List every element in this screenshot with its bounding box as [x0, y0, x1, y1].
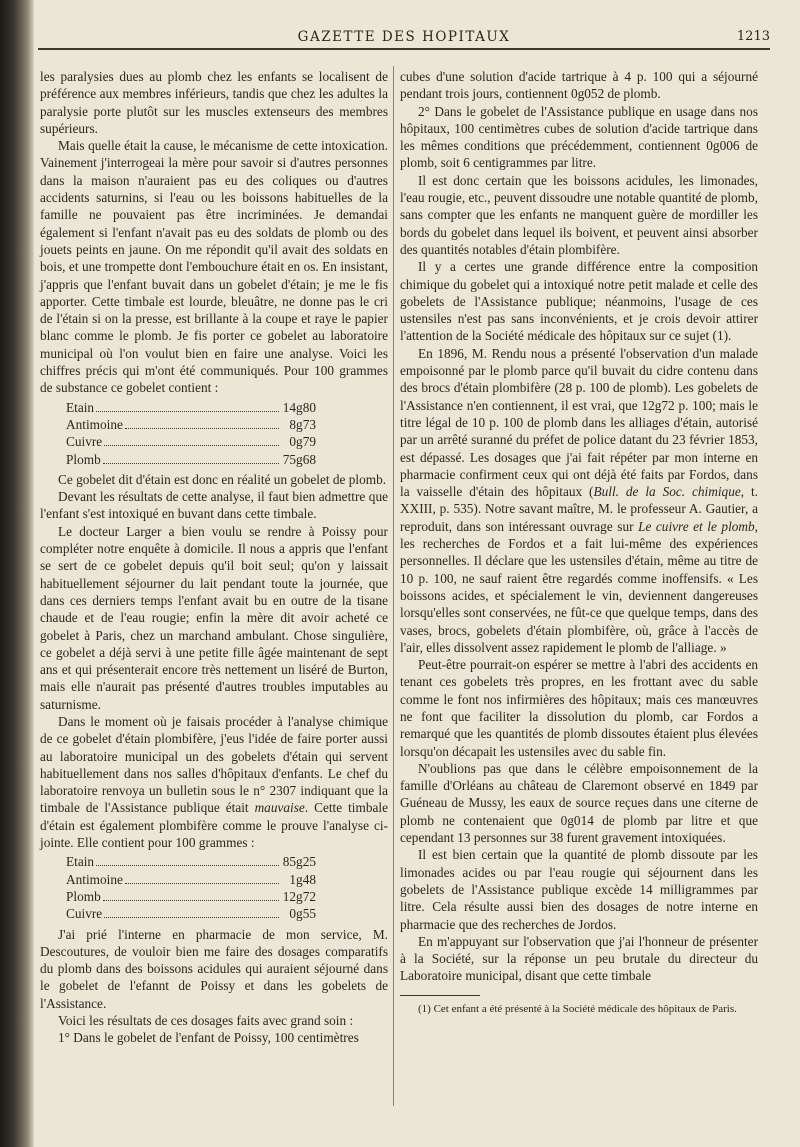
table-row [66, 888, 316, 905]
paragraph: N'oublions pas que dans le célèbre empoisonnement de la famille d'Orléans au château de Claremont observé en 1849 par Guéneau de Mussy, les eaux de source reçues dans une citerne de plomb ne contenaient que 0g014 de plomb par litre et que cependant 13 personnes sur 38 furent gravement intoxiquées. [400, 760, 758, 846]
column-divider [393, 66, 394, 1106]
table-row [66, 451, 316, 468]
element-name: Plomb [66, 888, 101, 904]
table-row [66, 853, 316, 870]
paragraph: Il est bien certain que la quantité de plomb dissoute par les limonades acides ou par l'eau rougie qui séjournent dans les gobelets de l'Assistance publique excède 14 milligrammes par litre. Cela résulte aussi bien des dosages de notre interne en pharmacie que des recherches de Jordos. [400, 847, 758, 932]
element-name: Etain [66, 399, 95, 415]
table-row [66, 399, 316, 416]
paragraph: En m'appuyant sur l'observation que j'ai l'honneur de présenter à la Société, sur la réponse un peu brutale du directeur du Laboratoire municipal, disant que cette timbale [400, 933, 758, 984]
book-binding-edge [0, 0, 34, 1147]
element-name: Cuivre [66, 906, 103, 922]
paragraph: Dans le moment où je faisais procéder à l'analyse chimique de ce gobelet d'étain plombifère, j'eus l'idée de faire porter aussi au laboratoire municipal un des gobelets d'étain qui servent habituellement dans nos salles d'hôpitaux d'enfants. Le chef du laboratoire renvoya un bulletin sous le n° 2307 indiquant que la timbale de l'Assistance publique était mauvaise. Cette timbale d'étain est également plombifère comme le prouve l'analyse ci-jointe. Elle contient pour 100 grammes : [40, 713, 388, 851]
paragraph: Mais quelle était la cause, le mécanisme de cette intoxication. Vainement j'interrogeai la mère pour savoir si d'autres personnes dans la maison n'auraient pas eu des coliques ou d'autres accidents saturnins, si l'eau ou les boissons habituelles de la famille ne pouvaient pas être incriminées. Je demandai également si l'enfant n'avait pas eu des soldats de plomb ou des jouets peints en jaune. On me répondit qu'il avait des soldats en bois, et une trompette dont l'embouchure était en os. En insistant, j'appris que l'enfant buvait dans un gobelet d'étain; je me le fis apporter. Cette timbale est lourde, bleuâtre, ne donne pas le cri de l'étain si on la presse, est brillante à la coupe et raye le papier blanc comme le plomb. Je fis porter ce gobelet au laboratoire municipal où l'on voulut bien en faire une analyse. Voici les chiffres précis qui m'ont été communiqués. Pour 100 grammes de substance ce gobelet contient : [40, 138, 388, 396]
table-row [66, 433, 316, 450]
paragraph: Le docteur Larger a bien voulu se rendre à Poissy pour compléter notre enquête à domicile. Il nous a appris que l'enfant se sert de ce gobelet depuis qu'il boit seul; qu'on y laissait habituellement séjourner du lait pendant toute la journée, que dans ces derniers temps l'enfant avait bu en outre de la tisane chaude et de l'eau rougie; enfin la mère dit avoir acheté ce gobelet à Paris, chez un marchand ambulant. Chose singulière, ce gobelet a déjà servi à une petite fille âgée maintenant de sept ans et qui présenterait encore très nettement un liséré de Burton, mais elle n'aurait pas présenté d'autres troubles imputables au saturnisme. [40, 523, 388, 712]
paragraph: Il est donc certain que les boissons acidules, les limonades, l'eau rougie, etc., peuvent dissoudre une notable quantité de plomb, sans compter que les enfants ne manquent guère de mordiller les bords du gobelet dans lequel ils boivent, et peuvent ainsi absorber des quantités notables d'étain plombifère. [400, 172, 758, 257]
element-value: 14g80 [282, 399, 316, 415]
paragraph: Voici les résultats de ces dosages faits avec grand soin : [58, 1013, 354, 1029]
paragraph: 2° Dans le gobelet de l'Assistance publique en usage dans nos hôpitaux, 100 centimètres cubes de solution d'acide tartrique dans les mêmes conditions que précédemment, contiennent 0g006 de plomb, soit 6 centigrammes par litre. [400, 103, 758, 171]
newspaper-page [34, 0, 800, 1147]
element-value: 1g48 [289, 871, 316, 887]
paragraph: Il y a certes une grande différence entre la composition chimique du gobelet qui a intoxiqué notre petit malade et celle des gobelets de l'Assistance publique; néanmoins, l'usage de ces ustensiles n'est pas sans inconvénients, et je crois devoir attirer l'attention de la Société médicale des hôpitaux sur ce sujet (1). [400, 259, 758, 344]
paragraph: Ce gobelet dit d'étain est donc en réalité un gobelet de plomb. [58, 471, 387, 487]
left-column [40, 68, 388, 1047]
right-column [400, 68, 758, 1016]
paragraph: les paralysies dues au plomb chez les enfants se localisent de préférence aux membres inférieurs, tandis que chez les adultes la paralysie porte plutôt sur les muscles extenseurs des membres supérieurs. [40, 69, 388, 136]
element-value: 0g79 [289, 434, 316, 450]
element-name: Etain [66, 854, 95, 870]
element-value: 85g25 [282, 854, 316, 870]
table-row [66, 871, 316, 888]
paragraph: En 1896, M. Rendu nous a présenté l'observation d'un malade empoisonné par le plomb parce qu'il buvait du cidre contenu dans des brocs d'étain plombifère (28 p. 100 de plomb). Les gobelets de l'Assistance n'en contiennent, il est vrai, que 12g72 p. 100; mais le titre légal de 10 p. 100 de plomb dans les alliages d'étain, autorisé par un arrêté suranné du préfet de police datant du 23 février 1853, est dépassé. Les dosages que j'ai fait répéter par mon interne en pharmacie confirment ceux qui ont déjà été faits par Fordos, dans la vaisselle d'étain des hôpitaux (Bull. de la Soc. chimique, t. XXIII, p. 535). Notre savant maître, M. le professeur A. Gautier, a reproduit, dans son intéressant ouvrage sur Le cuivre et le plomb, les recherches de Fordos et a fait lui-même des expériences personnelles. Il déclare que les ustensiles d'étain, même au titre de 10 p. 100, ne sauf raient être regardés comme inoffensifs. « Les boissons acides, et spécialement le vin, deviennent dangereuses lorsqu'elles sont conservées, ne fût-ce que quelque temps, dans des vases, brocs, gobelets d'étain plombifère, où, grâce à l'accès de l'air, elles dissolvent assez rapidement le plomb de l'alliage. » [400, 345, 758, 655]
table-row [66, 905, 316, 922]
paragraph: Peut-être pourrait-on espérer se mettre à l'abri des accidents en tenant ces gobelets très propres, en les frottant avec du sable comme le font nos infirmières des hôpitaux; mais ces manœuvres ne font que faciliter la dissolution du plomb, car Fordos a remarqué que les quantités de plomb dissoutes étaient plus élevées lorsqu'on décapait les ustensiles avec du sable fin. [400, 657, 758, 759]
page-number: 1213 [736, 29, 770, 44]
element-name: Antimoine [66, 871, 123, 887]
paragraph: J'ai prié l'interne en pharmacie de mon service, M. Descoutures, de vouloir bien me faire des dosages comparatifs du plomb dans des boissons acidules qui auraient séjourné dans le gobelet de l'efannt de Poissy et dans les gobelets de l'Assistance. [40, 926, 388, 1011]
analysis-table-assistance [66, 853, 316, 922]
footnote: (1) Cet enfant a été présenté à la Société médicale des hôpitaux de Paris. [418, 1002, 737, 1015]
element-value: 0g55 [289, 906, 316, 922]
paragraph: Devant les résultats de cette analyse, il faut bien admettre que l'enfant s'est intoxiqué en buvant dans cette timbale. [40, 489, 388, 522]
element-value: 75g68 [282, 451, 316, 467]
footnote-rule [400, 995, 480, 996]
element-value: 8g73 [289, 416, 316, 432]
analysis-table-poissy [66, 399, 316, 468]
paragraph: 1° Dans le gobelet de l'enfant de Poissy, 100 centimètres [58, 1030, 359, 1046]
paragraph: cubes d'une solution d'acide tartrique à 4 p. 100 qui a séjourné pendant trois jours, contiennent 0g052 de plomb. [400, 69, 758, 102]
element-name: Cuivre [66, 434, 103, 450]
page-header [38, 26, 770, 50]
journal-title: GAZETTE DES HOPITAUX [297, 29, 511, 45]
element-name: Plomb [66, 451, 101, 467]
table-row [66, 416, 316, 433]
element-name: Antimoine [66, 416, 123, 432]
element-value: 12g72 [282, 888, 316, 904]
